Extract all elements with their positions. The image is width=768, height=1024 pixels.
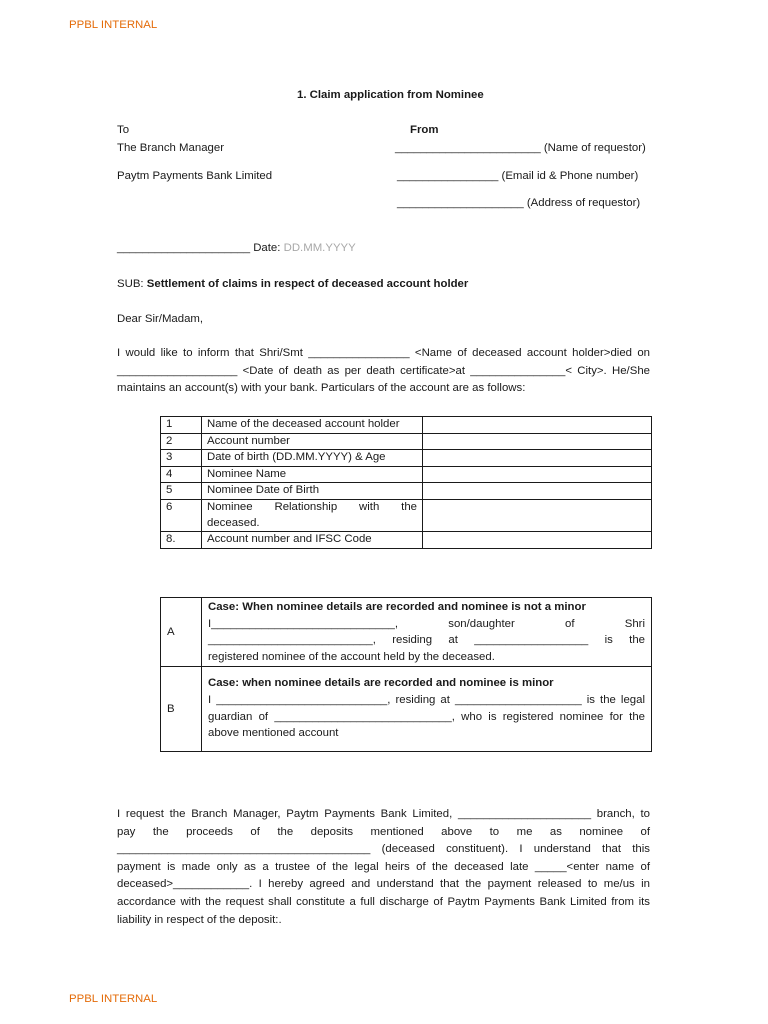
case-line: guardian of ____________________________, who is registered nominee for the: [208, 710, 645, 723]
document-title: 1. Claim application from Nominee: [297, 89, 484, 101]
table-row: [161, 483, 652, 500]
closing-line: liability in respect of the deposit:.: [117, 913, 282, 926]
intro-line: ___________________ <Date of death as per death certificate>at _______________< City>. He/She: [117, 364, 650, 377]
table-row: [161, 466, 652, 483]
to-recipient-line1: The Branch Manager: [117, 142, 225, 154]
table-row: [161, 417, 652, 434]
row-label-line: Nominee Relationship with the: [207, 500, 417, 513]
case-line: registered nominee of the account held by the deceased.: [208, 650, 495, 663]
row-number: 4: [161, 466, 202, 483]
date-placeholder: DD.MM.YYYY: [283, 242, 356, 254]
table-row: [161, 598, 652, 667]
row-label: Date of birth (DD.MM.YYYY) & Age: [202, 450, 423, 467]
case-letter: B: [161, 667, 202, 752]
case-body: [202, 598, 652, 667]
row-value[interactable]: [423, 483, 652, 500]
nominee-cases-table: [160, 597, 652, 752]
table-row: [161, 433, 652, 450]
row-number: 8.: [161, 532, 202, 549]
to-label: To: [117, 124, 130, 136]
closing-line: deceased>____________. I hereby agreed and understand that the payment released to me/us in: [117, 878, 650, 891]
closing-line: pay the proceeds of the deposits mentioned above to me as nominee of: [117, 825, 650, 838]
closing-line: payment is made only as a trustee of the legal heirs of the deceased late _____<enter name of: [117, 860, 650, 873]
row-label: Nominee Date of Birth: [202, 483, 423, 500]
case-letter: A: [161, 598, 202, 667]
case-line: I ___________________________, residing at ____________________ is the legal: [208, 693, 645, 706]
row-value[interactable]: [423, 417, 652, 434]
row-value[interactable]: [423, 450, 652, 467]
header-classification-label: PPBL INTERNAL: [69, 19, 158, 31]
case-title: Case: when nominee details are recorded and nominee is minor: [208, 677, 554, 690]
from-email-phone: ________________ (Email id & Phone number): [397, 170, 639, 182]
row-label: [202, 499, 423, 531]
row-label: Account number and IFSC Code: [202, 532, 423, 549]
case-line: above mentioned account: [208, 727, 339, 740]
footer-classification-label: PPBL INTERNAL: [69, 993, 158, 1005]
row-label: Account number: [202, 433, 423, 450]
row-number: 2: [161, 433, 202, 450]
case-title: Case: When nominee details are recorded and nominee is not a minor: [208, 601, 586, 613]
date-line: [117, 241, 356, 255]
row-label: Nominee Name: [202, 466, 423, 483]
row-label: Name of the deceased account holder: [202, 417, 423, 434]
intro-paragraph: [117, 345, 650, 398]
intro-line: maintains an account(s) with your bank. Particulars of the account are as follows:: [117, 382, 526, 395]
closing-line: I request the Branch Manager, Paytm Payments Bank Limited, _____________________ branch, to: [117, 808, 650, 820]
subject-text: Settlement of claims in respect of deceased account holder: [146, 278, 469, 290]
to-recipient-line2: Paytm Payments Bank Limited: [117, 170, 273, 182]
closing-paragraph: [117, 806, 650, 929]
closing-line: accordance with the request shall constitute a full discharge of Paytm Payments Bank Limited from its: [117, 895, 650, 908]
case-line: __________________________, residing at __________________ is the: [208, 634, 645, 647]
row-number: 5: [161, 483, 202, 500]
table-row: [161, 667, 652, 752]
case-body: [202, 667, 652, 752]
row-value[interactable]: [423, 466, 652, 483]
row-label-line: deceased.: [207, 516, 260, 529]
account-particulars-table: [160, 416, 652, 549]
intro-line: I would like to inform that Shri/Smt ________________ <Name of deceased account holder>died on: [117, 347, 650, 359]
subject-prefix: SUB:: [117, 278, 147, 290]
row-number: 6: [161, 499, 202, 531]
from-address: ____________________ (Address of requestor): [397, 197, 641, 209]
date-blank: _____________________ Date:: [117, 242, 284, 254]
subject-line: [117, 277, 468, 291]
row-value[interactable]: [423, 433, 652, 450]
row-number: 1: [161, 417, 202, 434]
from-requestor-name: _______________________ (Name of requestor): [395, 142, 646, 154]
table-row: [161, 499, 652, 531]
from-label: From: [410, 124, 439, 136]
closing-line: ________________________________________ (deceased constituent). I understand that this: [117, 843, 650, 856]
row-value[interactable]: [423, 499, 652, 531]
table-row: [161, 532, 652, 549]
salutation: Dear Sir/Madam,: [117, 313, 204, 325]
row-value[interactable]: [423, 532, 652, 549]
table-row: [161, 450, 652, 467]
case-line: I_____________________________, son/daughter of Shri: [208, 617, 645, 630]
row-number: 3: [161, 450, 202, 467]
